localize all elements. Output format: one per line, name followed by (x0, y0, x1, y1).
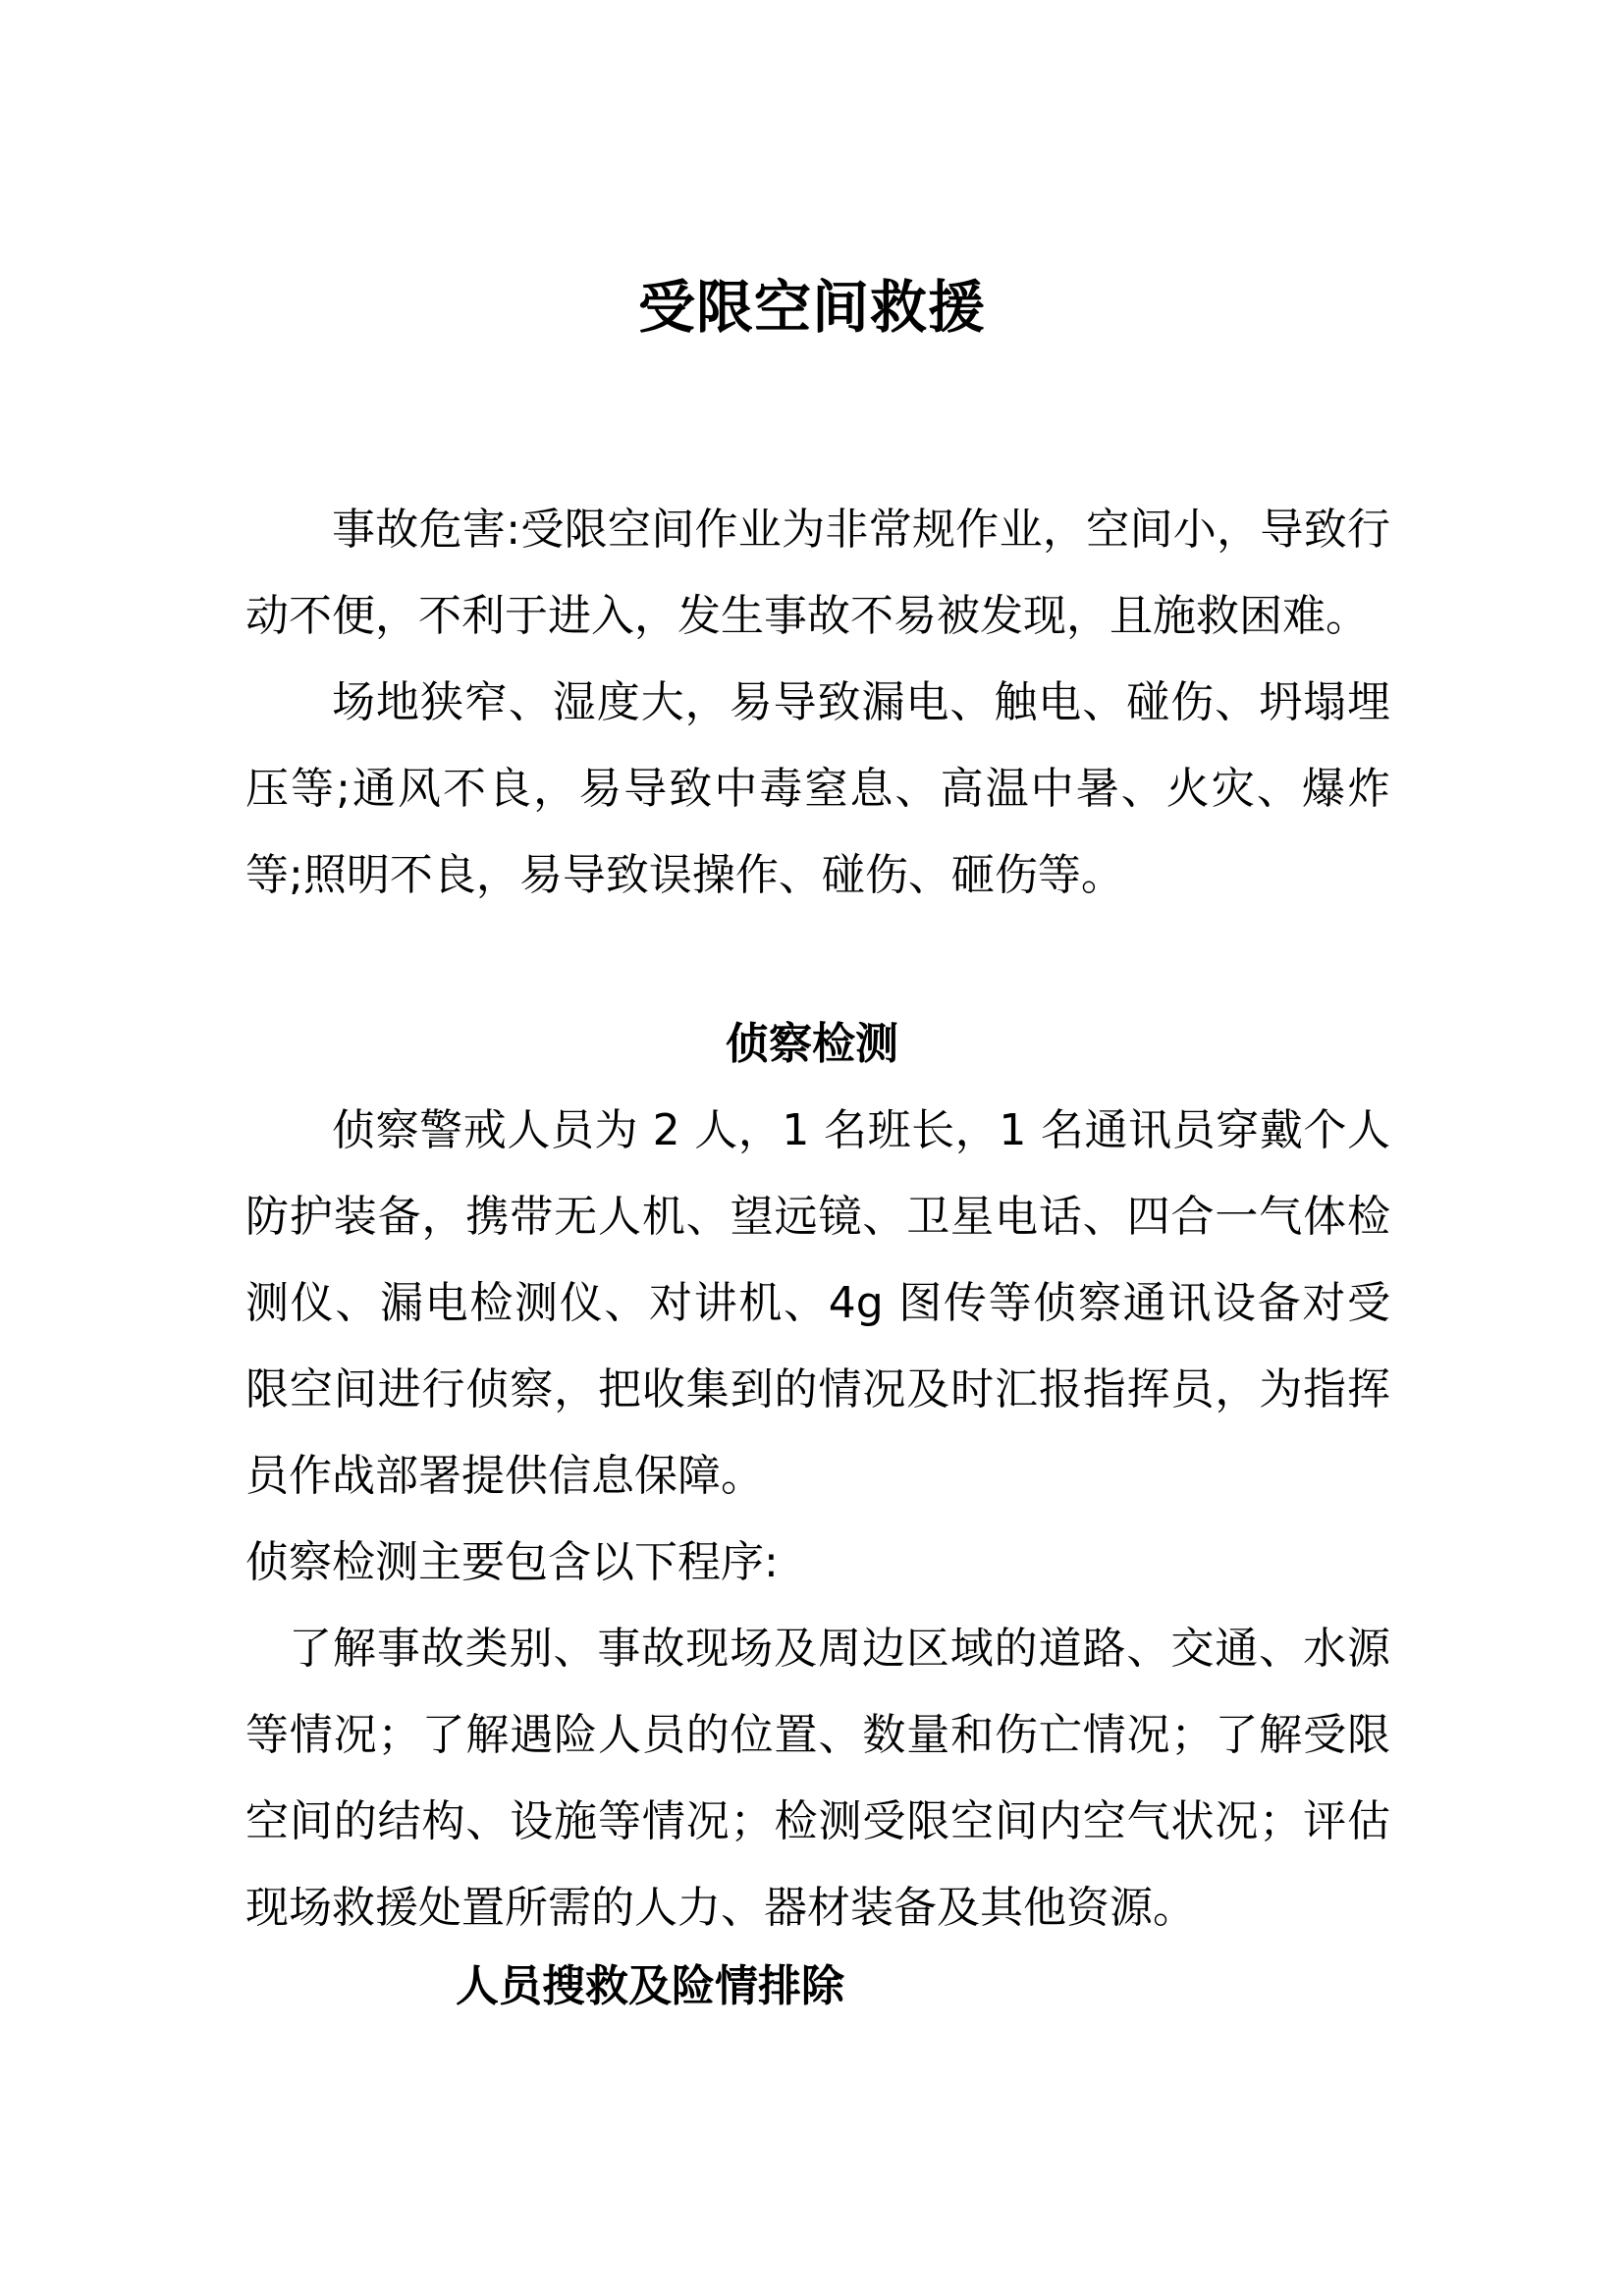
heading-search-rescue: 人员搜救及险情排除 (456, 1961, 844, 2011)
hazard-paragraph-2: 场地狭窄、湿度大，易导致漏电、触电、碰伤、坍塌埋压等;通风不良，易导致中毒窒息、高温中暑、火灾、爆炸等;照明不良，易导致误操作、碰伤、砸伤等。 (245, 677, 1390, 900)
section-hazards (245, 487, 1390, 919)
hazard-paragraph-1: 事故危害:受限空间作业为非常规作业，空间小，导致行动不便，不利于进入，发生事故不易被发现，且施救困难。 (245, 505, 1390, 641)
recon-paragraph-3: 了解事故类别、事故现场及周边区域的道路、交通、水源等情况；了解遇险人员的位置、数量和伤亡情况；了解受限空间的结构、设施等情况；检测受限空间内空气状况；评估现场救援处置所需的人力、器材装备及其他资源。 (245, 1624, 1390, 1933)
document-title: 受限空间救援 (637, 274, 986, 341)
heading-reconnaissance: 侦察检测 (726, 1019, 898, 1069)
recon-paragraph-1: 侦察警戒人员为 2 人，1 名班长，1 名通讯员穿戴个人防护装备，携带无人机、望远镜、卫星电话、四合一气体检测仪、漏电检测仪、对讲机、4g 图传等侦察通讯设备对受限空间进行侦察，把收集到的情况及时汇报指挥员，为指挥员作战部署提供信息保障。 (245, 1105, 1390, 1501)
section-reconnaissance (245, 1088, 1390, 1951)
recon-paragraph-2: 侦察检测主要包含以下程序: (245, 1537, 779, 1587)
